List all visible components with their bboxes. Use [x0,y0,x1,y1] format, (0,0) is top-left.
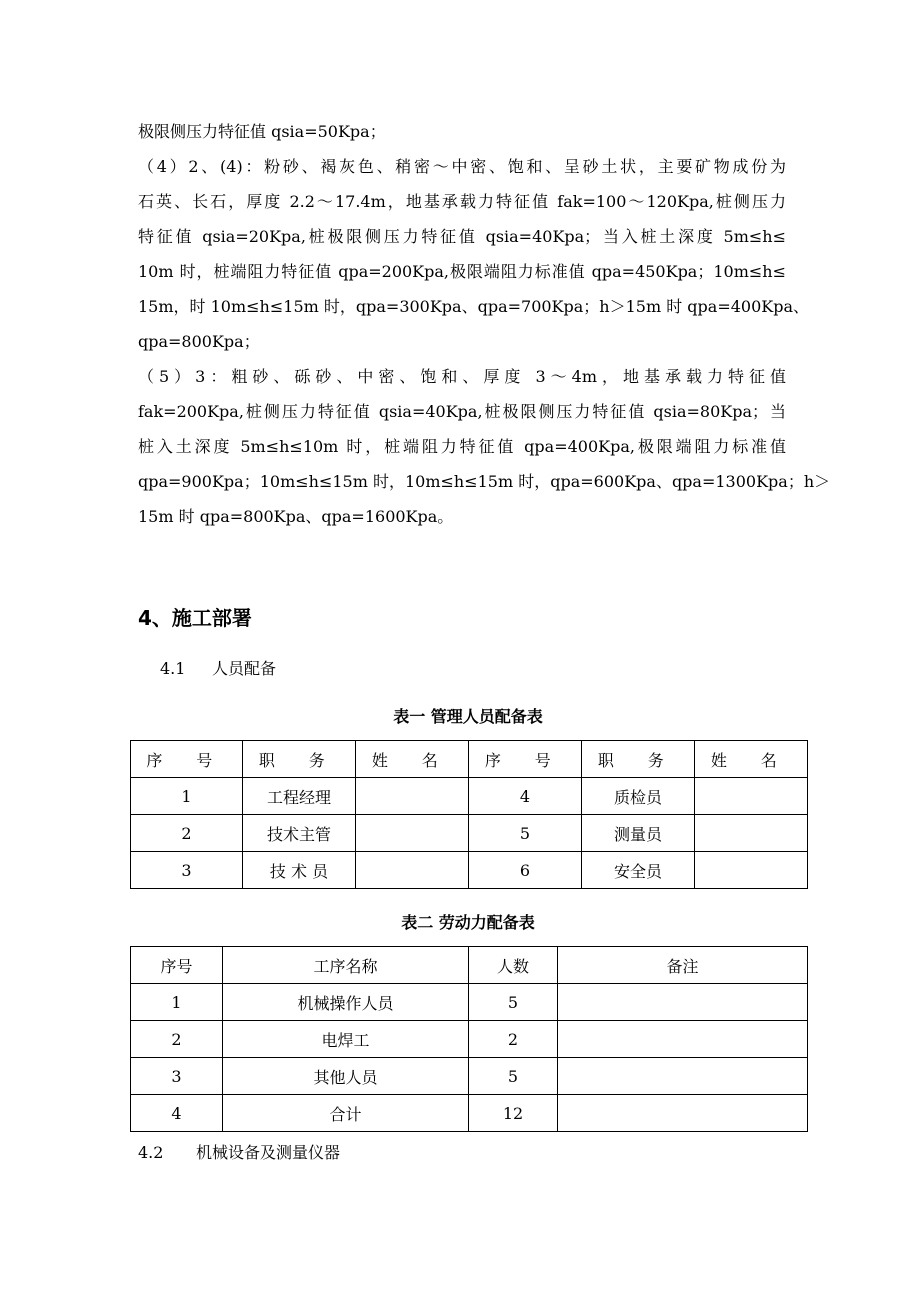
text-line: 10m 时，桩端阻力特征值 qpa=200Kpa,极限端阻力标准值 qpa=450Kpa；10m≤h≤ [138,262,786,281]
text-line: （5）3：粗砂、砾砂、中密、饱和、厚度 3～4m，地基承载力特征值 [138,367,786,386]
table-cell [558,1058,808,1095]
header-cell: 序号 [131,947,223,984]
table-cell: 6 [469,852,582,889]
header-cell: 工序名称 [223,947,469,984]
table-cell: 技术主管 [243,815,356,852]
table1-caption: 表一 管理人员配备表 [393,707,543,726]
table-cell: 1 [131,984,223,1021]
table-cell: 12 [469,1095,558,1132]
table-cell: 2 [469,1021,558,1058]
table-row [131,778,808,815]
table-cell: 2 [131,1021,223,1058]
table-cell: 合计 [223,1095,469,1132]
table-row [131,1095,808,1132]
subsection-number: 4.2 [138,1143,164,1162]
table-cell: 5 [469,815,582,852]
header-cell: 人数 [469,947,558,984]
text-line: 石英、长石，厚度 2.2～17.4m，地基承载力特征值 fak=100～120Kpa,桩侧压力 [138,192,786,211]
table-cell: 电焊工 [223,1021,469,1058]
table-header-row [131,741,808,778]
table-cell: 4 [469,778,582,815]
table-cell: 其他人员 [223,1058,469,1095]
table-cell: 4 [131,1095,223,1132]
table-row [131,852,808,889]
table-cell [695,852,808,889]
table-cell [558,984,808,1021]
header-cell: 职 务 [243,741,356,778]
table-row [131,1021,808,1058]
labor-table [130,946,808,1132]
header-cell: 序 号 [469,741,582,778]
text-line: 桩入土深度 5m≤h≤10m 时，桩端阻力特征值 qpa=400Kpa,极限端阻力标准值 [138,437,786,456]
header-cell: 职 务 [582,741,695,778]
table-cell: 技 术 员 [243,852,356,889]
table-cell: 1 [131,778,243,815]
table-row [131,984,808,1021]
table-row [131,1058,808,1095]
table-cell: 测量员 [582,815,695,852]
table-cell [356,852,469,889]
text-line: 15m 时 qpa=800Kpa、qpa=1600Kpa。 [138,507,454,526]
table-cell: 机械操作人员 [223,984,469,1021]
table-cell: 工程经理 [243,778,356,815]
body-text [138,114,831,534]
table-cell: 3 [131,1058,223,1095]
table-row [131,815,808,852]
text-line: qpa=900Kpa；10m≤h≤15m 时，10m≤h≤15m 时，qpa=600Kpa、qpa=1300Kpa；h＞ [138,472,831,491]
management-staff-table [130,740,808,889]
table-cell [695,778,808,815]
table-cell [558,1021,808,1058]
header-cell: 备注 [558,947,808,984]
subsection-4-2 [138,1140,340,1163]
subsection-title: 人员配备 [212,659,277,678]
table-cell: 安全员 [582,852,695,889]
text-line: （4）2、(4)：粉砂、褐灰色、稍密～中密、饱和、呈砂土状，主要矿物成份为 [138,157,786,176]
text-line: qpa=800Kpa； [138,332,260,351]
subsection-title: 机械设备及测量仪器 [196,1143,341,1162]
header-cell: 姓 名 [356,741,469,778]
table-cell [356,815,469,852]
section-heading: 4、施工部署 [138,606,252,630]
table-header-row [131,947,808,984]
text-line: 15m，时 10m≤h≤15m 时，qpa=300Kpa、qpa=700Kpa；h＞15m 时 qpa=400Kpa、 [138,297,810,316]
table-cell: 3 [131,852,243,889]
text-line: 极限侧压力特征值 qsia=50Kpa； [138,122,386,141]
table-cell: 2 [131,815,243,852]
table-cell [558,1095,808,1132]
table-cell [695,815,808,852]
table-cell [356,778,469,815]
subsection-number: 4.1 [160,659,186,678]
table-cell: 质检员 [582,778,695,815]
text-line: fak=200Kpa,桩侧压力特征值 qsia=40Kpa,桩极限侧压力特征值 qsia=80Kpa；当 [138,402,786,421]
subsection-4-1 [160,656,276,679]
text-line: 特征值 qsia=20Kpa,桩极限侧压力特征值 qsia=40Kpa；当入桩土深度 5m≤h≤ [138,227,786,246]
table2-caption: 表二 劳动力配备表 [401,913,535,932]
table-cell: 5 [469,1058,558,1095]
header-cell: 姓 名 [695,741,808,778]
header-cell: 序 号 [131,741,243,778]
table-cell: 5 [469,984,558,1021]
